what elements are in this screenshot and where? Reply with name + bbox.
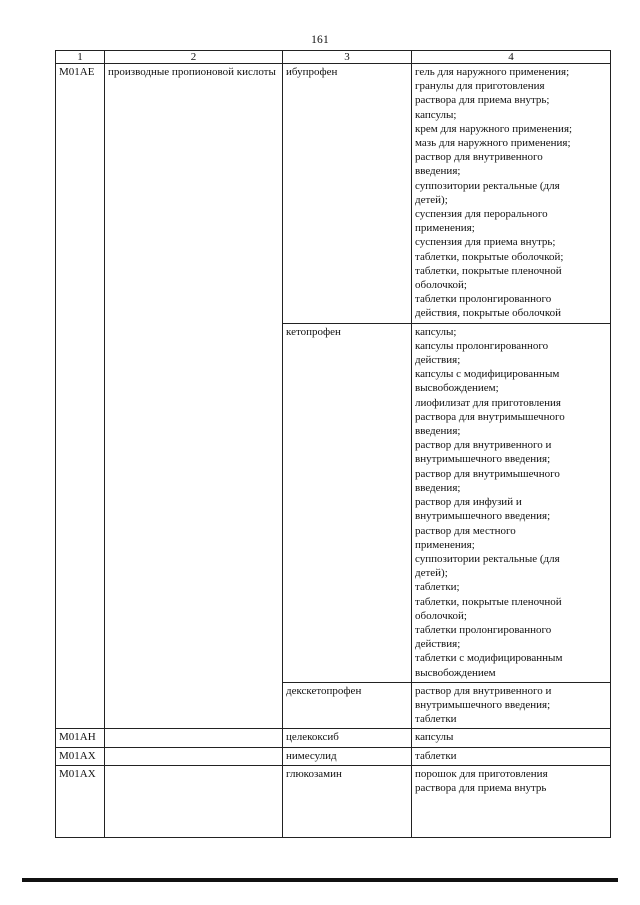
dosage-form-line: суппозитории ректальные (для — [415, 179, 560, 192]
column-number-4: 4 — [412, 51, 611, 64]
pharmacological-group-cell — [105, 729, 283, 747]
dosage-form-line: оболочкой; — [415, 279, 467, 292]
pharmacological-group-cell — [105, 747, 283, 765]
dosage-form-line: лиофилизат для приготовления — [415, 396, 561, 409]
dosage-forms-cell — [412, 729, 611, 747]
dosage-form-line: таблетки — [415, 713, 457, 726]
dosage-form-line: гранулы для приготовления — [415, 80, 545, 93]
dosage-form-line: детей); — [415, 567, 448, 580]
drug-name-cell: целекоксиб — [283, 729, 412, 747]
dosage-form-line: раствор для внутривенного и — [415, 684, 552, 697]
column-number-row — [56, 51, 611, 64]
atc-code-cell: M01AX — [56, 765, 105, 837]
dosage-form-line: таблетки, покрытые оболочкой; — [415, 250, 564, 263]
dosage-form-line: капсулы — [415, 731, 454, 744]
drug-name-cell: кетопрофен — [283, 323, 412, 682]
pharmacological-group-cell: производные пропионовой кислоты — [105, 64, 283, 729]
column-number-2: 2 — [105, 51, 283, 64]
column-number-3: 3 — [283, 51, 412, 64]
table-row — [56, 64, 611, 324]
table-row — [56, 747, 611, 765]
drug-name-cell: нимесулид — [283, 747, 412, 765]
dosage-form-line: таблетки пролонгированного — [415, 623, 552, 636]
dosage-form-line: суспензия для приема внутрь; — [415, 236, 556, 249]
dosage-form-line: раствора для приема внутрь; — [415, 94, 550, 107]
dosage-form-line: раствор для инфузий и — [415, 496, 522, 509]
drug-name-cell: ибупрофен — [283, 64, 412, 324]
column-number-1: 1 — [56, 51, 105, 64]
dosage-form-line: капсулы пролонгированного — [415, 339, 549, 352]
dosage-form-line: детей); — [415, 193, 448, 206]
drug-table-body — [56, 51, 611, 838]
pharmacological-group-cell — [105, 765, 283, 837]
dosage-form-line: внутримышечного введения; — [415, 453, 551, 466]
dosage-form-line: гель для наружного применения; — [415, 66, 570, 78]
scan-bottom-edge — [22, 878, 618, 882]
drug-name-cell: декскетопрофен — [283, 682, 412, 729]
dosage-form-line: введения; — [415, 425, 461, 438]
dosage-form-line: порошок для приготовления — [415, 767, 548, 780]
drug-name-cell: глюкозамин — [283, 765, 412, 837]
dosage-form-line: таблетки с модифицированным — [415, 652, 563, 665]
dosage-form-line: капсулы; — [415, 325, 457, 338]
dosage-form-line: раствор для внутривенного — [415, 151, 543, 164]
atc-code-cell: M01AH — [56, 729, 105, 747]
table-row — [56, 765, 611, 837]
dosage-form-line: внутримышечного введения; — [415, 698, 551, 711]
page-number: 161 — [311, 34, 329, 46]
dosage-form-line: таблетки пролонгированного — [415, 293, 552, 306]
atc-code-cell: M01AE — [56, 64, 105, 729]
dosage-form-line: крем для наружного применения; — [415, 122, 573, 135]
dosage-forms-cell — [412, 323, 611, 682]
dosage-form-line: применения; — [415, 538, 475, 551]
dosage-forms-cell — [412, 747, 611, 765]
dosage-form-line: таблетки — [415, 749, 457, 762]
dosage-form-line: раствора для приема внутрь — [415, 781, 547, 794]
dosage-form-line: капсулы с модифицированным — [415, 368, 560, 381]
dosage-form-line: применения; — [415, 222, 475, 235]
dosage-form-line: таблетки, покрытые пленочной — [415, 595, 562, 608]
dosage-form-line: суспензия для перорального — [415, 208, 548, 221]
dosage-form-line: таблетки; — [415, 581, 460, 594]
dosage-form-line: оболочкой; — [415, 609, 467, 622]
dosage-form-line: капсулы; — [415, 108, 457, 121]
dosage-form-line: внутримышечного введения; — [415, 510, 551, 523]
dosage-form-line: раствор для внутримышечного — [415, 467, 560, 480]
dosage-forms-cell — [412, 64, 611, 324]
dosage-form-line: высвобождением — [415, 666, 496, 679]
dosage-form-line: суппозитории ректальные (для — [415, 552, 560, 565]
dosage-form-line: высвобождением; — [415, 382, 499, 395]
dosage-form-line: раствора для внутримышечного — [415, 410, 565, 423]
dosage-form-line: действия; — [415, 354, 461, 367]
dosage-forms-cell — [412, 682, 611, 729]
dosage-form-line: раствор для местного — [415, 524, 516, 537]
drug-table — [55, 50, 611, 838]
dosage-form-line: введения; — [415, 165, 461, 178]
dosage-form-line: введения; — [415, 481, 461, 494]
dosage-form-line: действия; — [415, 638, 461, 651]
dosage-form-line: раствор для внутривенного и — [415, 439, 552, 452]
atc-code-cell: M01AX — [56, 747, 105, 765]
dosage-form-line: таблетки, покрытые пленочной — [415, 264, 562, 277]
table-row — [56, 729, 611, 747]
dosage-form-line: действия, покрытые оболочкой — [415, 307, 562, 320]
dosage-form-line: мазь для наружного применения; — [415, 137, 571, 150]
dosage-forms-cell — [412, 765, 611, 837]
